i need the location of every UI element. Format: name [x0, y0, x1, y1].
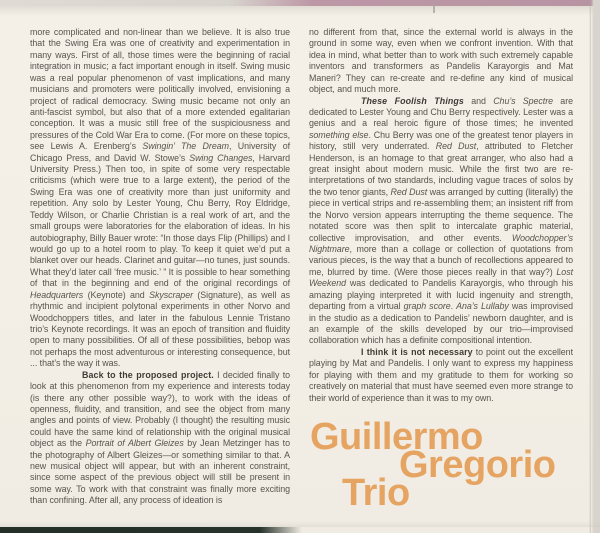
artist-title-line-2: Gregorio — [399, 444, 556, 486]
scan-top-edge-shadow — [0, 6, 600, 16]
right-paragraph-2: These Foolish Things and Chu’s Spectre are dedicated to Lester Young and Chu Berry respectively. Lester was a genius and a real heroic figure of those times; he invented something else. Chu Berry was one of the greatest tenor players in history, still very underrated. Red Dust, attributed to Fletcher Henderson, is an homage to that great arranger, who also had a great insight about modern music. While the first two are re-interpretations of two standards, including vague traces of solos by the two tenor giants, Red Dust was arranged by cutting (literally) the piece in vertical strips and re-assembling them; an insistent riff from the Norvo version appears interrupting the theme sequence. The notated score was then split to intercalate graphic material, collective improvisation, and other events. Woodchopper’s Nightmare, more than a collage or collection of quotations from various pieces, is the way that a bunch of recollections appeared to me, blurred by time. (Were those pieces really in that way?) Lost Weekend was dedicated to Pandelis Karayorgis, who through his amazing playing interpreted it with lucid ingenuity and strength, departing from a virtual graph score. Ana’s Lullaby was improvised in the studio as a dedication to Pandelis’ newborn daughter, and is an example of the skills developed by our trio—improvised collaboration which has a definite compositional intention. — [309, 95, 574, 346]
right-paragraph-3: I think it is not necessary to point out the excellent playing by Mat and Pandelis. I only want to express my happiness for playing with them and my gratitude to them for working so creatively on material that must have seemed even more strange to their world of experience than it was to my own. — [309, 346, 573, 403]
right-text-column — [309, 27, 573, 404]
scan-right-edge-line — [589, 0, 591, 533]
artist-title-line-3: Trio — [342, 472, 410, 514]
scan-bottom-dark-line — [0, 527, 302, 533]
left-paragraph-2: Back to the proposed project. I decided finally to look at this phenomenon from my experience and interests today (is there any other possible way?), to work with the ideas of openness, fluidity, and transition, and see the object from many angles and points of view. Probably (I thought) the resulting music could have the same kind of relationship with the original musical object as the Portrait of Albert Gleizes by Jean Metzinger has to the photography of Albert Gleizes—or something similar to that. A new musical object will appear, but with an inherent constraint, since some aspect of the previous object will still be present in some way. To work with that constraint was finally more exciting than confining. After all, any process of ideation is — [30, 369, 290, 506]
right-paragraph-1: no different from that, since the external world is always in the ground in some way, even when we confront invention. With that idea in mind, what better than to work with such extremely capable inventors and transformers as Pandelis Karayorgis and Mat Maneri? They can re-create and re-define any kind of musical object, and much more. — [309, 27, 573, 95]
artist-title-line-1: Guillermo — [310, 416, 483, 458]
top-edge-mark — [433, 4, 435, 13]
scan-right-edge — [591, 0, 600, 533]
left-text-column — [30, 27, 290, 507]
left-paragraph-1: more complicated and non-linear than we believe. It is also true that the Swing Era was one of creativity and experimentation in many ways. First of all, those times were the beginning of racial integration in music; a fact important enough in itself. Swing music was a real popular phenomenon of vast implications, and many musicians and promoters were politically involved, envisioning a project of radical democracy. Swing music became not only an anti-fascist symbol, but also that of a more extended egalitarian conception. It was a music still free of the suspiciousness and pressures of the Cold War Era to come. (For more on these topics, see Lewis A. Erenberg’s Swingin’ The Dream, University of Chicago Press, and David W. Stowe’s Swing Changes, Harvard University Press.) Then too, in spite of some very respectable criticisms (which were true to a large extent), the period of the Swing Era was one of creativity more than just uniformity and repetition. Any solo by Lester Young, Chu Berry, Roy Eldridge, Teddy Wilson, or Charlie Christian is a real work of art, and the small groups were laboratories for the elaboration of ideas. In his autobiography, Billy Bauer wrote: “In those days Flip (Phillips) and I would go up to a hotel room to play. To keep it quiet we’d put a blanket over our heads. Clarinet and guitar—no tunes, just sounds. What they’d later call ‘free music.’ ” It is possible to hear something of that in the beginning and end of the original recordings of Headquarters (Keynote) and Skyscraper (Signature), as well as rhythmic and incipient polytonal experiments in other Norvo and Woodchoppers titles, and later in the fabulous Lennie Tristano trio’s Keynote recordings. It was an epoch of transition and fluidity open to many possibilities. Of all of these possibilities, bebop was not perhaps the most adventurous or interesting consequence, but ... that’s the way it was. — [30, 27, 291, 369]
